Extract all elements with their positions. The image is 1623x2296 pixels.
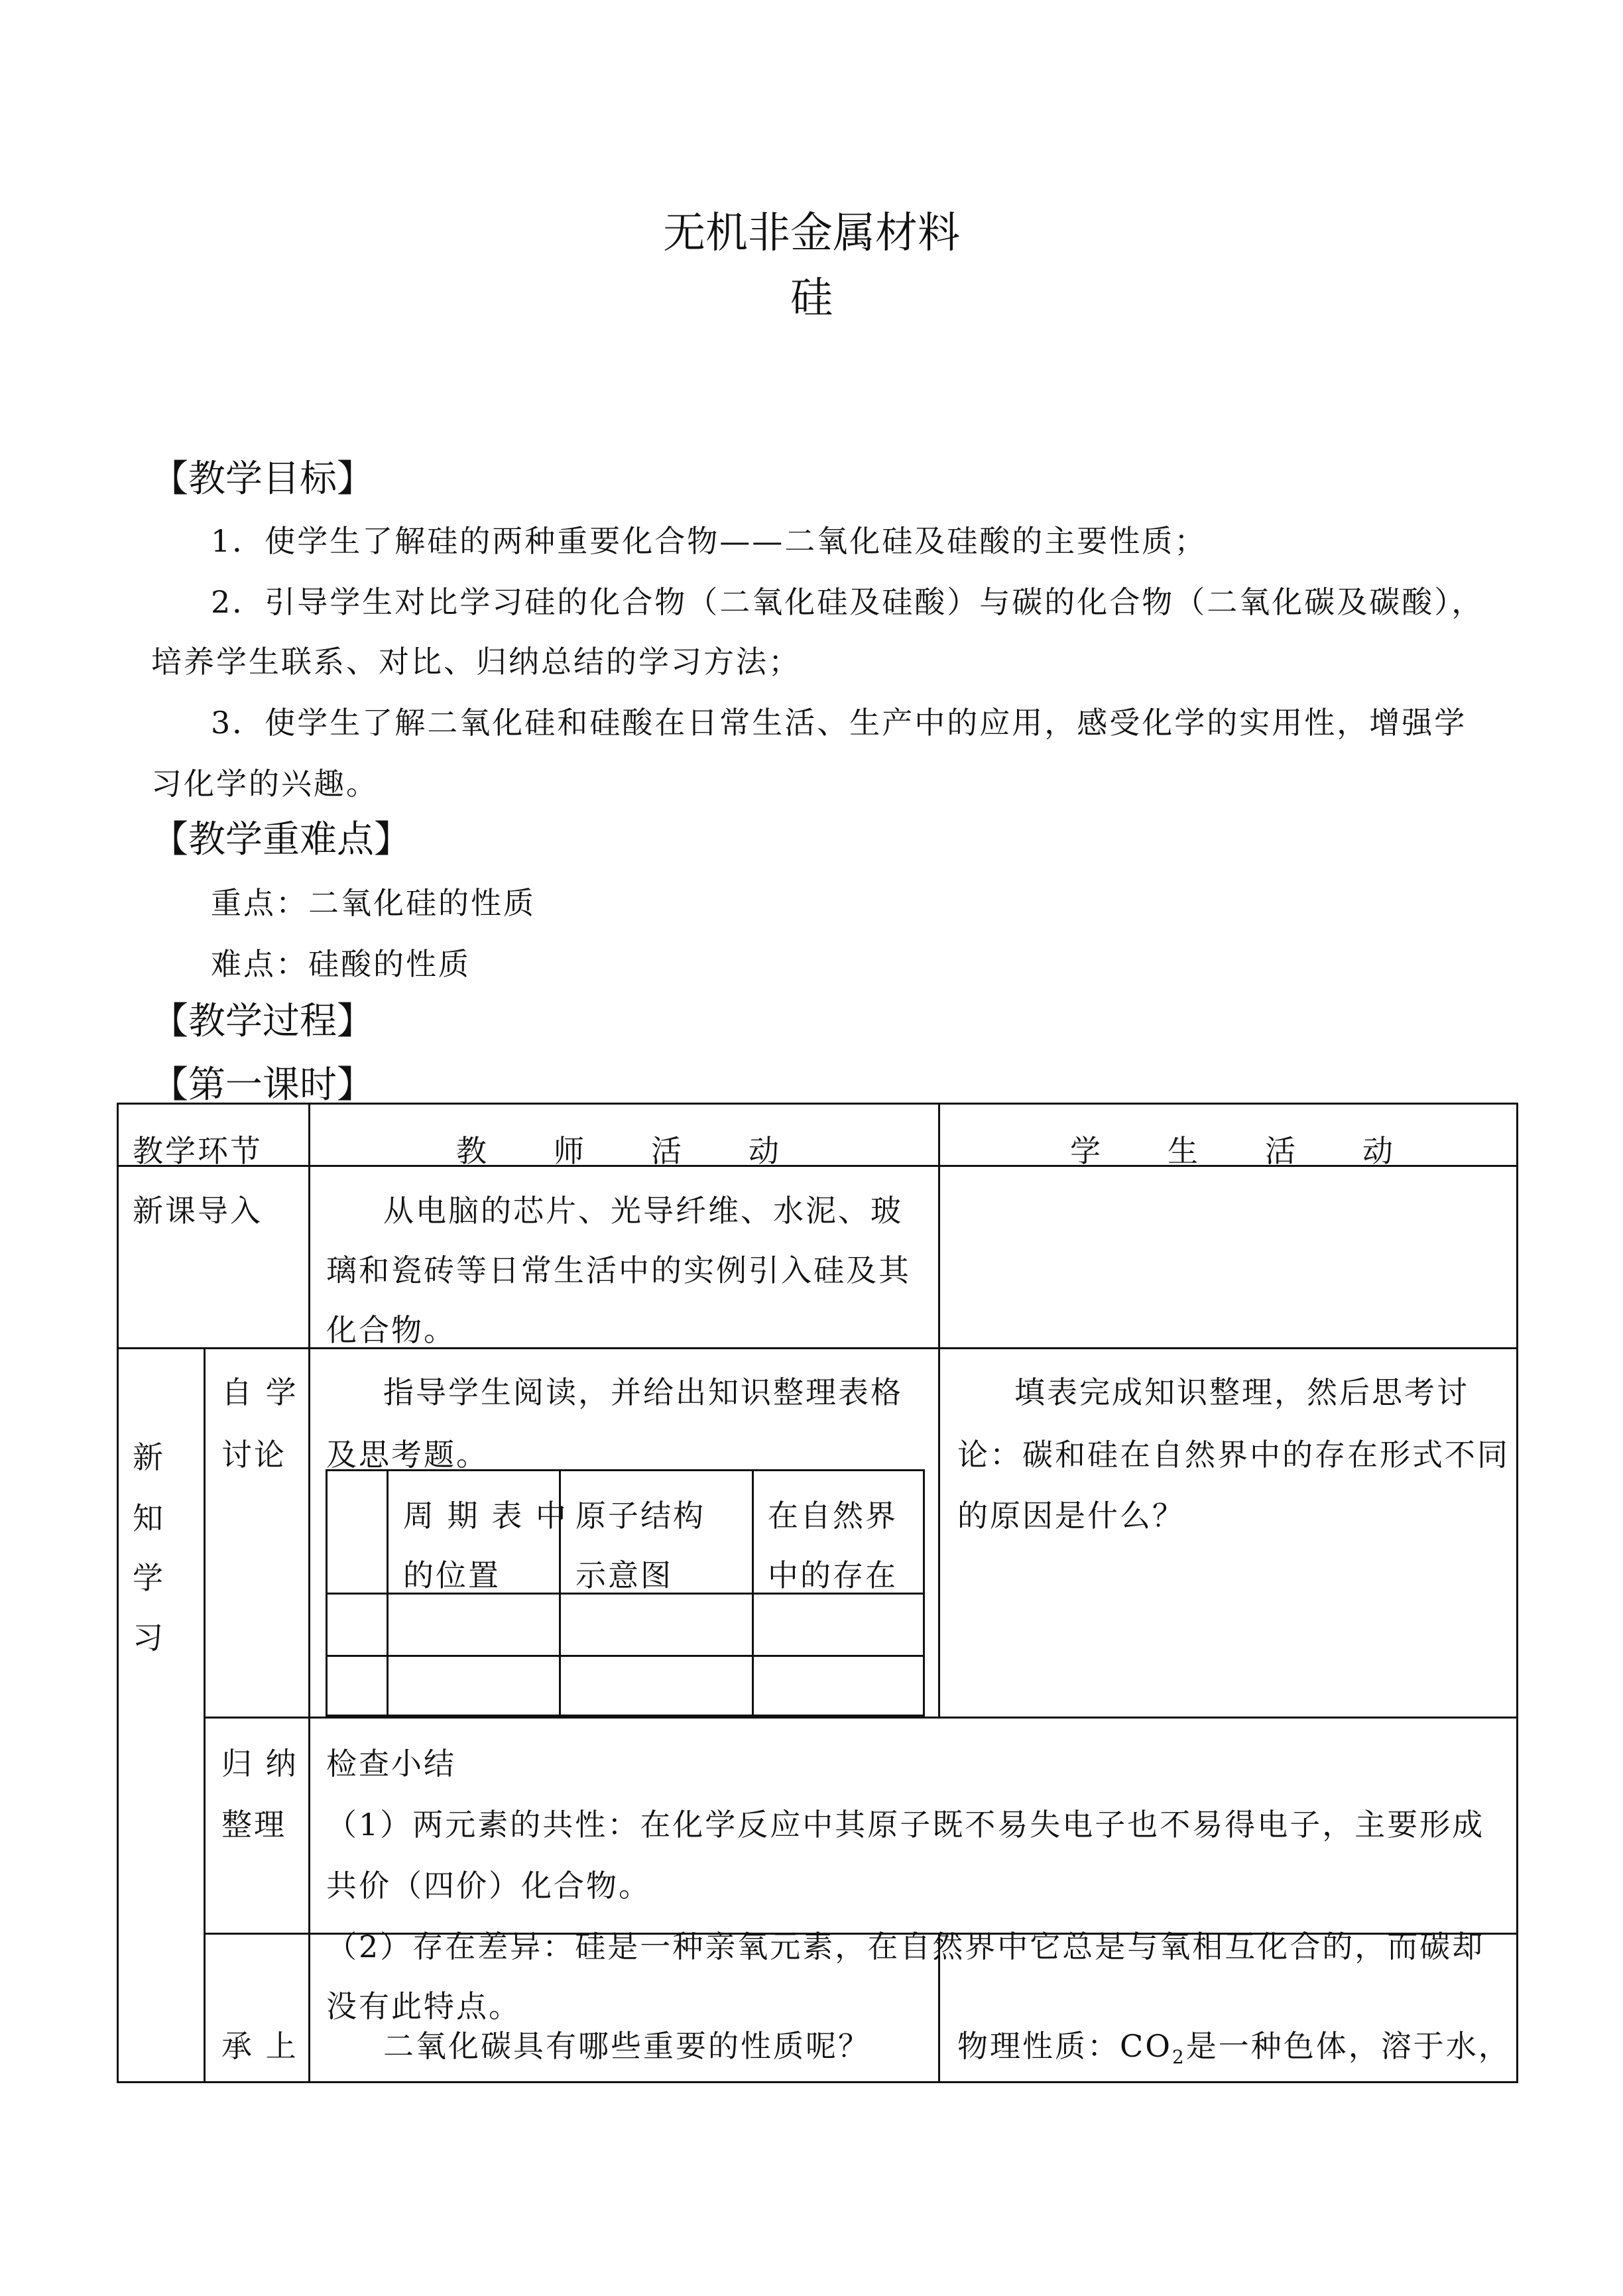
col-header-teacher: 教 师 活 动	[456, 1133, 781, 1169]
inner-header-2-line1: 原子结构	[575, 1498, 705, 1534]
process-header: 【教学过程】	[151, 1000, 374, 1043]
row3-sub-line2: 整理	[221, 1807, 286, 1843]
row1-stage: 新课导入	[133, 1193, 263, 1229]
row4-student-line1	[957, 2022, 1511, 2068]
row3-line5: 没有此特点。	[326, 1988, 521, 2024]
row2-student-line2: 论：碳和硅在自然界中的存在形式不同	[957, 1437, 1510, 1473]
document-title: 无机非金属材料	[663, 209, 960, 258]
row2-sub-line1: 自 学	[221, 1374, 298, 1410]
row1-teacher-line2: 璃和瓷砖等日常生活中的实例引入硅及其	[326, 1252, 911, 1288]
row3-line3: 共价（四价）化合物。	[326, 1868, 651, 1903]
goals-header: 【教学目标】	[151, 457, 374, 501]
row1-teacher-line3: 化合物。	[326, 1312, 456, 1348]
group-label-char-1: 新	[133, 1439, 165, 1475]
row3-line1: 检查小结	[326, 1746, 456, 1782]
group-label-char-2: 知	[133, 1500, 165, 1536]
row4-student-post: 是一种色体，溶于水，	[1185, 2028, 1511, 2064]
row4-student-sub: 2	[1172, 2046, 1186, 2069]
document-subtitle: 硅	[790, 274, 833, 323]
goal-3-line-2: 习化学的兴趣。	[151, 766, 379, 802]
row3-line4: （2）存在差异：硅是一种亲氧元素，在自然界中它总是与氧相互化合的，而碳却	[326, 1929, 1485, 1964]
goal-2-line-1: 2．引导学生对比学习硅的化合物（二氧化硅及硅酸）与碳的化合物（二氧化碳及碳酸），	[211, 584, 1484, 620]
inner-header-1-line2: 的位置	[403, 1557, 501, 1593]
inner-header-3-line1: 在自然界	[768, 1498, 898, 1534]
lesson-header: 【第一课时】	[151, 1063, 374, 1107]
row2-student-line1: 填表完成知识整理，然后思考讨	[1014, 1374, 1469, 1410]
goal-1: 1．使学生了解硅的两种重要化合物——二氧化硅及硅酸的主要性质；	[211, 523, 1207, 559]
row4-student-pre: 物理性质：CO	[957, 2028, 1172, 2064]
col-header-stage: 教学环节	[133, 1133, 263, 1169]
key-point: 重点：二氧化硅的性质	[211, 885, 536, 921]
row4-sub-line1: 承 上	[221, 2028, 298, 2064]
inner-header-2-line2: 示意图	[575, 1557, 673, 1593]
row3-line2: （1）两元素的共性：在化学反应中其原子既不易失电子也不易得电子，主要形成	[326, 1807, 1485, 1843]
row2-teacher-line1: 指导学生阅读，并给出知识整理表格	[383, 1374, 903, 1410]
goal-3-line-1: 3．使学生了解二氧化硅和硅酸在日常生活、生产中的应用，感受化学的实用性，增强学	[211, 705, 1467, 741]
inner-header-3-line2: 中的存在	[768, 1557, 898, 1593]
row2-student-line3: 的原因是什么？	[957, 1498, 1185, 1534]
goal-2-line-2: 培养学生联系、对比、归纳总结的学习方法；	[151, 644, 801, 680]
row4-teacher-line1: 二氧化碳具有哪些重要的性质呢？	[383, 2028, 871, 2064]
row2-teacher-line2: 及思考题。	[326, 1437, 489, 1473]
group-label-char-4: 习	[133, 1620, 165, 1656]
hard-point: 难点：硅酸的性质	[211, 946, 471, 982]
row1-teacher-line1: 从电脑的芯片、光导纤维、水泥、玻	[383, 1193, 903, 1229]
group-label-char-3: 学	[133, 1560, 165, 1596]
inner-header-1-line1: 周 期 表 中	[403, 1498, 568, 1534]
row3-sub-line1: 归 纳	[221, 1746, 298, 1782]
difficulty-header: 【教学重难点】	[151, 818, 411, 861]
col-header-student: 学 生 活 动	[1070, 1133, 1395, 1169]
row2-sub-line2: 讨论	[221, 1437, 286, 1473]
